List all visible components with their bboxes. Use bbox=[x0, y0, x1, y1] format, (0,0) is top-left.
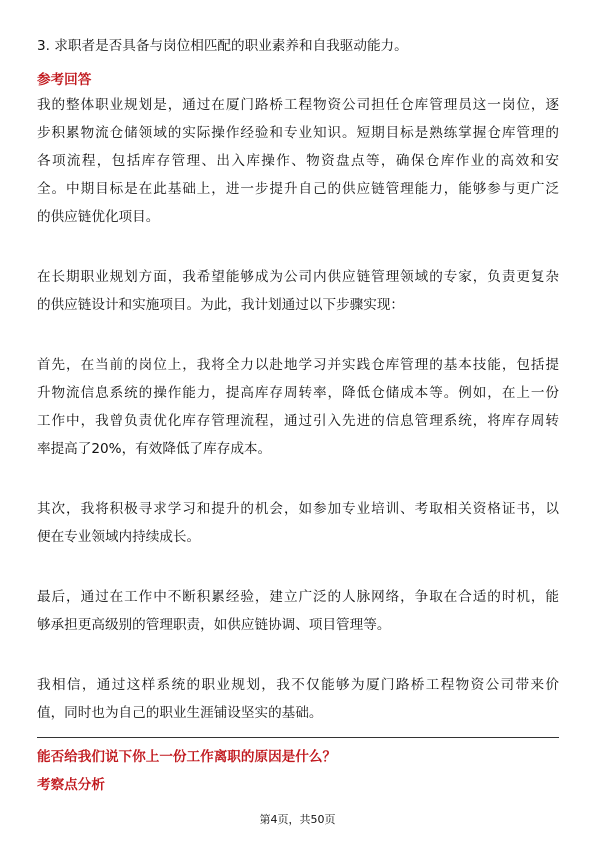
paragraph-line: 够承担更高级别的管理职责，如供应链协调、项目管理等。 bbox=[37, 617, 391, 633]
question-3-text: 3. 求职者是否具备与岗位相匹配的职业素养和自我驱动能力。 bbox=[37, 38, 408, 54]
page-number-footer: 第4页，共50页 bbox=[259, 813, 336, 826]
paragraph-line: 的供应链优化项目。 bbox=[37, 209, 160, 225]
paragraph-line: 便在专业领域内持续成长。 bbox=[37, 529, 201, 545]
section-divider bbox=[37, 737, 559, 738]
paragraph-line: 首先，在当前的岗位上，我将全力以赴地学习并实践仓库管理的基本技能，包括提 bbox=[37, 357, 559, 373]
paragraph-line: 其次，我将积极寻求学习和提升的机会，如参加专业培训、考取相关资格证书，以 bbox=[37, 501, 559, 517]
paragraph-line: 率提高了20%，有效降低了库存成本。 bbox=[37, 441, 272, 457]
paragraph-line: 我相信，通过这样系统的职业规划，我不仅能够为厦门路桥工程物资公司带来价 bbox=[37, 677, 559, 693]
paragraph-line: 全。中期目标是在此基础上，进一步提升自己的供应链管理能力，能够参与更广泛 bbox=[37, 181, 559, 197]
paragraph-line: 的供应链设计和实施项目。为此，我计划通过以下步骤实现： bbox=[37, 297, 405, 313]
paragraph-line: 工作中，我曾负责优化库存管理流程，通过引入先进的信息管理系统，将库存周转 bbox=[37, 413, 559, 429]
paragraph-line: 在长期职业规划方面，我希望能够成为公司内供应链管理领域的专家，负责更复杂 bbox=[37, 269, 559, 285]
reference-answer-heading: 参考回答 bbox=[37, 72, 92, 88]
paragraph-line: 最后，通过在工作中不断积累经验，建立广泛的人脉网络，争取在合适的时机，能 bbox=[37, 589, 559, 605]
paragraph-line: 升物流信息系统的操作能力，提高库存周转率，降低仓储成本等。例如，在上一份 bbox=[37, 385, 559, 401]
paragraph-line: 值，同时也为自己的职业生涯铺设坚实的基础。 bbox=[37, 705, 323, 721]
analysis-heading: 考察点分析 bbox=[37, 777, 105, 793]
paragraph-line: 步积累物流仓储领域的实际操作经验和专业知识。短期目标是熟练掌握仓库管理的 bbox=[37, 125, 559, 141]
next-question-heading: 能否给我们说下你上一份工作离职的原因是什么？ bbox=[37, 749, 337, 765]
paragraph-line: 各项流程，包括库存管理、出入库操作、物资盘点等，确保仓库作业的高效和安 bbox=[37, 153, 559, 169]
paragraph-line: 我的整体职业规划是，通过在厦门路桥工程物资公司担任仓库管理员这一岗位，逐 bbox=[37, 97, 559, 113]
